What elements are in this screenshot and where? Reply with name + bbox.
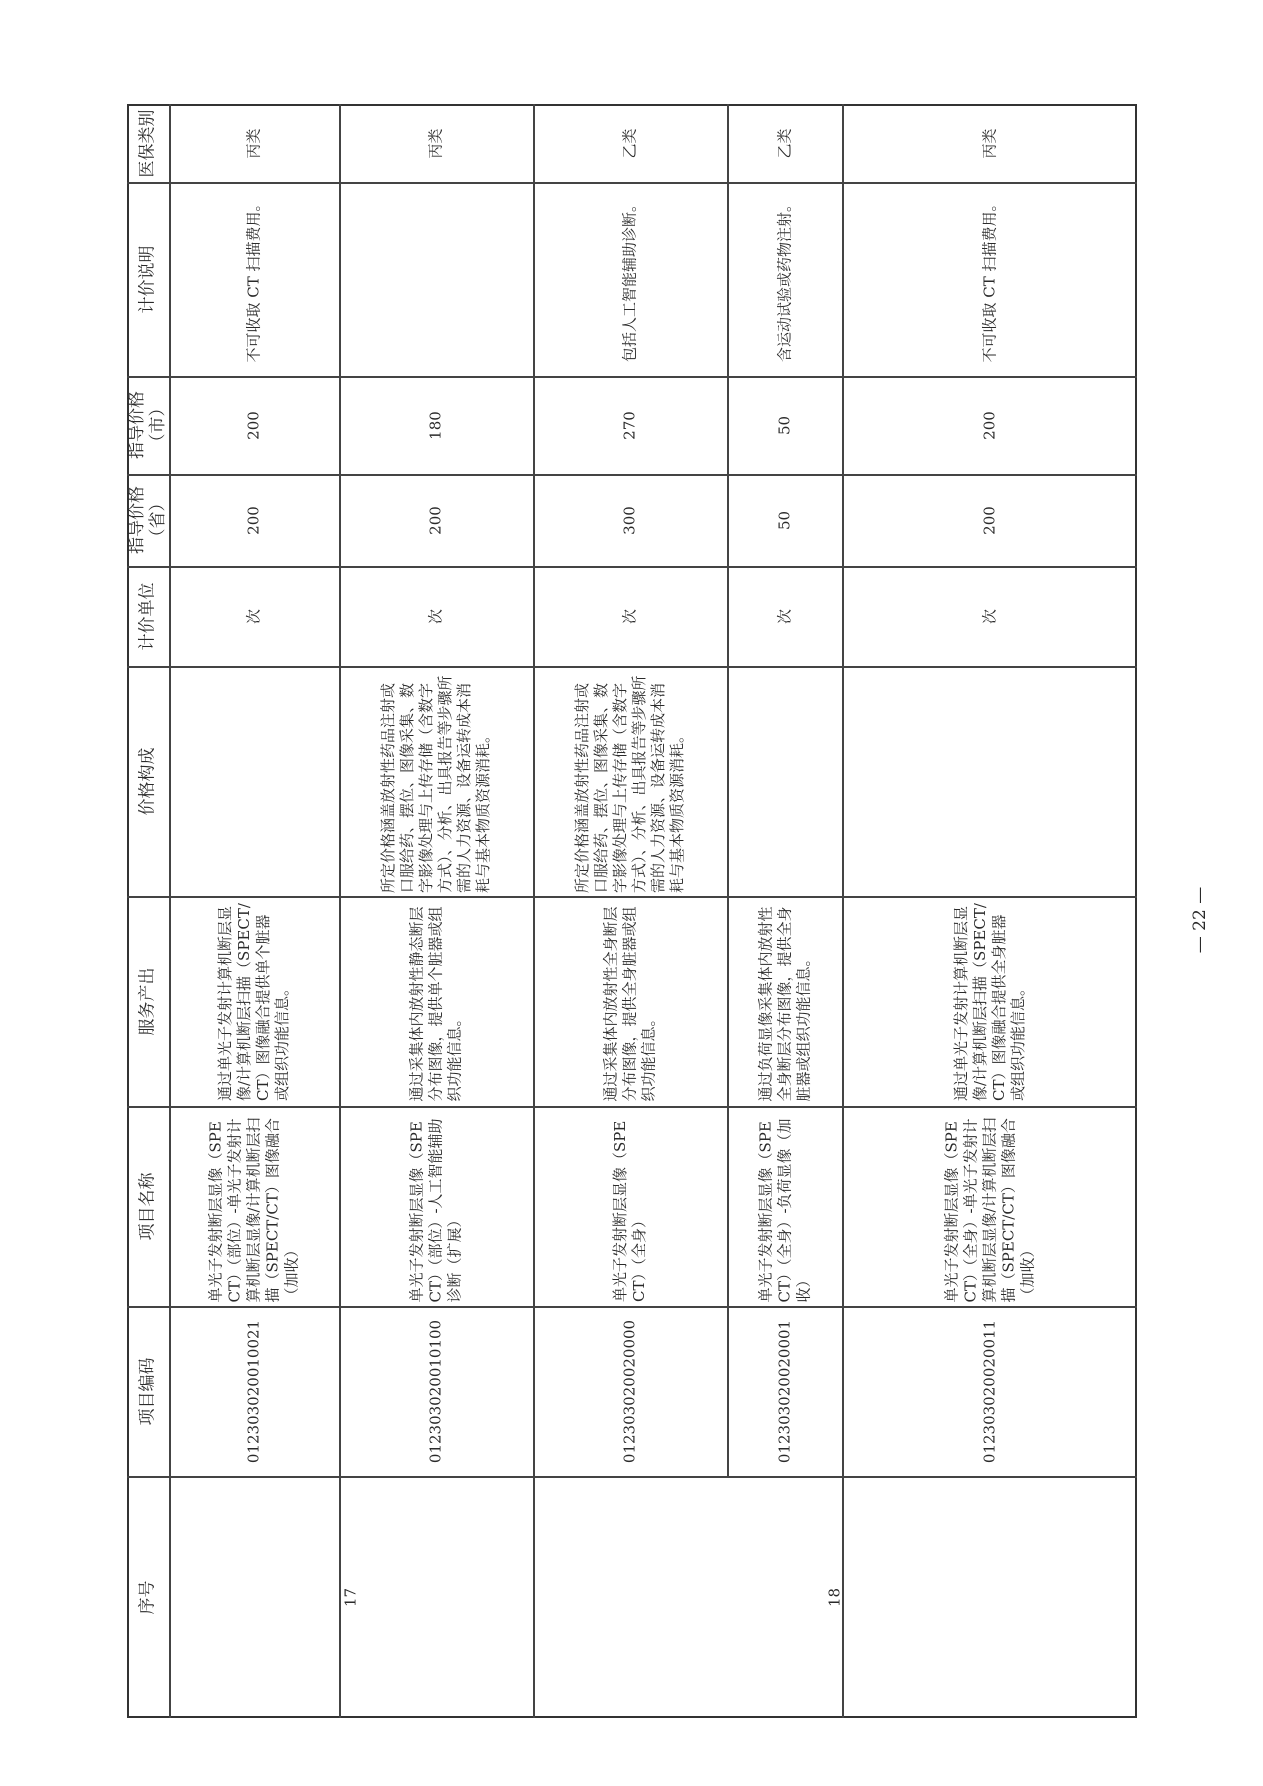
header-insurance: 医保类别 <box>137 109 158 177</box>
row-4-output: 通过单光子发射计算机断层显像/计算机断层扫描（SPECT/CT）图像融合提供全身脏器或组织功能信息。 <box>951 903 1027 1101</box>
header-unit: 计价单位 <box>137 582 158 650</box>
row-0-name: 单光子发射断层显像（SPECT）（部位）-单光子发射计算机断层显像/计算机断层扫描（SPECT/CT）图像融合（加收） <box>206 1116 301 1302</box>
row-1-price-city: 180 <box>426 410 445 440</box>
row-2-unit: 次 <box>620 608 639 624</box>
row-2-name: 单光子发射断层显像（SPECT）（全身） <box>611 1120 648 1302</box>
seq-group-17: 17 <box>341 1587 360 1607</box>
header-price-province: 指导价格（省） <box>127 486 168 554</box>
seq-group-18: 18 <box>825 1587 844 1607</box>
header-output: 服务产出 <box>137 967 158 1035</box>
row-1-output: 通过采集体内放射性静态断层分布图像，提供单个脏器或组织功能信息。 <box>407 905 464 1101</box>
row-0-insurance: 丙类 <box>244 128 263 159</box>
row-2-insurance: 乙类 <box>620 128 639 159</box>
row-2-code: 012303020020000 <box>620 1319 639 1463</box>
header-composition: 价格构成 <box>137 747 158 815</box>
row-1-code: 012303020010100 <box>426 1319 445 1463</box>
row-2-composition: 所定价格涵盖放射性药品注射或口服给药、摆位、图像采集、数字影像处理与上传存储（含数字方式）、分析、出具报告等步骤所需的人力资源、设备运转成本消耗与基本物质资源消耗。 <box>573 675 686 893</box>
header-price-city: 指导价格（市） <box>127 391 168 459</box>
row-3-price-city: 50 <box>775 415 793 435</box>
row-1-name: 单光子发射断层显像（SPECT）（部位）-人工智能辅助诊断（扩展） <box>407 1117 464 1302</box>
row-3-price-province: 50 <box>775 510 793 530</box>
row-1-unit: 次 <box>426 608 445 624</box>
page-number: — 22 — <box>1190 886 1211 954</box>
header-seq: 序号 <box>137 1580 158 1614</box>
row-0-price-city: 200 <box>244 410 263 440</box>
row-0-note: 不可收取 CT 扫描费用。 <box>244 195 263 363</box>
row-0-composition <box>169 666 339 896</box>
row-4-insurance: 丙类 <box>980 128 998 159</box>
row-0-price-province: 200 <box>244 505 263 535</box>
header-code: 项目编码 <box>137 1357 158 1425</box>
header-note: 计价说明 <box>137 245 158 313</box>
row-1-composition: 所定价格涵盖放射性药品注射或口服给药、摆位、图像采集、数字影像处理与上传存储（含数字方式）、分析、出具报告等步骤所需的人力资源、设备运转成本消耗与基本物质资源消耗。 <box>379 675 492 893</box>
row-3-composition <box>727 666 842 896</box>
row-2-price-province: 300 <box>620 505 639 535</box>
row-4-price-province: 200 <box>980 505 998 535</box>
row-3-insurance: 乙类 <box>775 128 793 159</box>
row-0-unit: 次 <box>244 608 263 624</box>
row-1-note <box>339 182 533 376</box>
row-0-output: 通过单光子发射计算机断层显像/计算机断层扫描（SPECT/CT）图像融合提供单个脏器或组织功能信息。 <box>216 903 291 1101</box>
row-2-note: 包括人工智能辅助诊断。 <box>620 196 639 362</box>
row-1-price-province: 200 <box>426 505 445 535</box>
row-2-output: 通过采集体内放射性全身断层分布图像，提供全身脏器或组织功能信息。 <box>601 905 658 1101</box>
row-3-code: 012303020020001 <box>775 1319 793 1463</box>
row-3-note: 含运动试验或药物注射。 <box>775 196 793 362</box>
row-4-price-city: 200 <box>980 410 998 440</box>
row-3-name: 单光子发射断层显像（SPECT）（全身）-负荷显像（加收） <box>756 1117 812 1302</box>
row-3-output: 通过负荷显像采集体内放射性全身断层分布图像，提供全身脏器或组织功能信息。 <box>756 905 812 1101</box>
row-4-composition <box>842 666 1137 896</box>
row-4-name: 单光子发射断层显像（SPECT）（全身）-单光子发射计算机断层显像/计算机断层扫描（SPECT/CT）图像融合（加收） <box>942 1116 1036 1302</box>
row-0-code: 012303020010021 <box>244 1319 263 1463</box>
row-2-price-city: 270 <box>620 410 639 440</box>
row-4-unit: 次 <box>980 608 998 624</box>
row-1-insurance: 丙类 <box>426 128 445 159</box>
header-name: 项目名称 <box>137 1172 158 1240</box>
row-3-unit: 次 <box>775 608 793 624</box>
row-4-note: 不可收取 CT 扫描费用。 <box>980 195 998 363</box>
row-4-code: 012303020020011 <box>980 1319 998 1463</box>
